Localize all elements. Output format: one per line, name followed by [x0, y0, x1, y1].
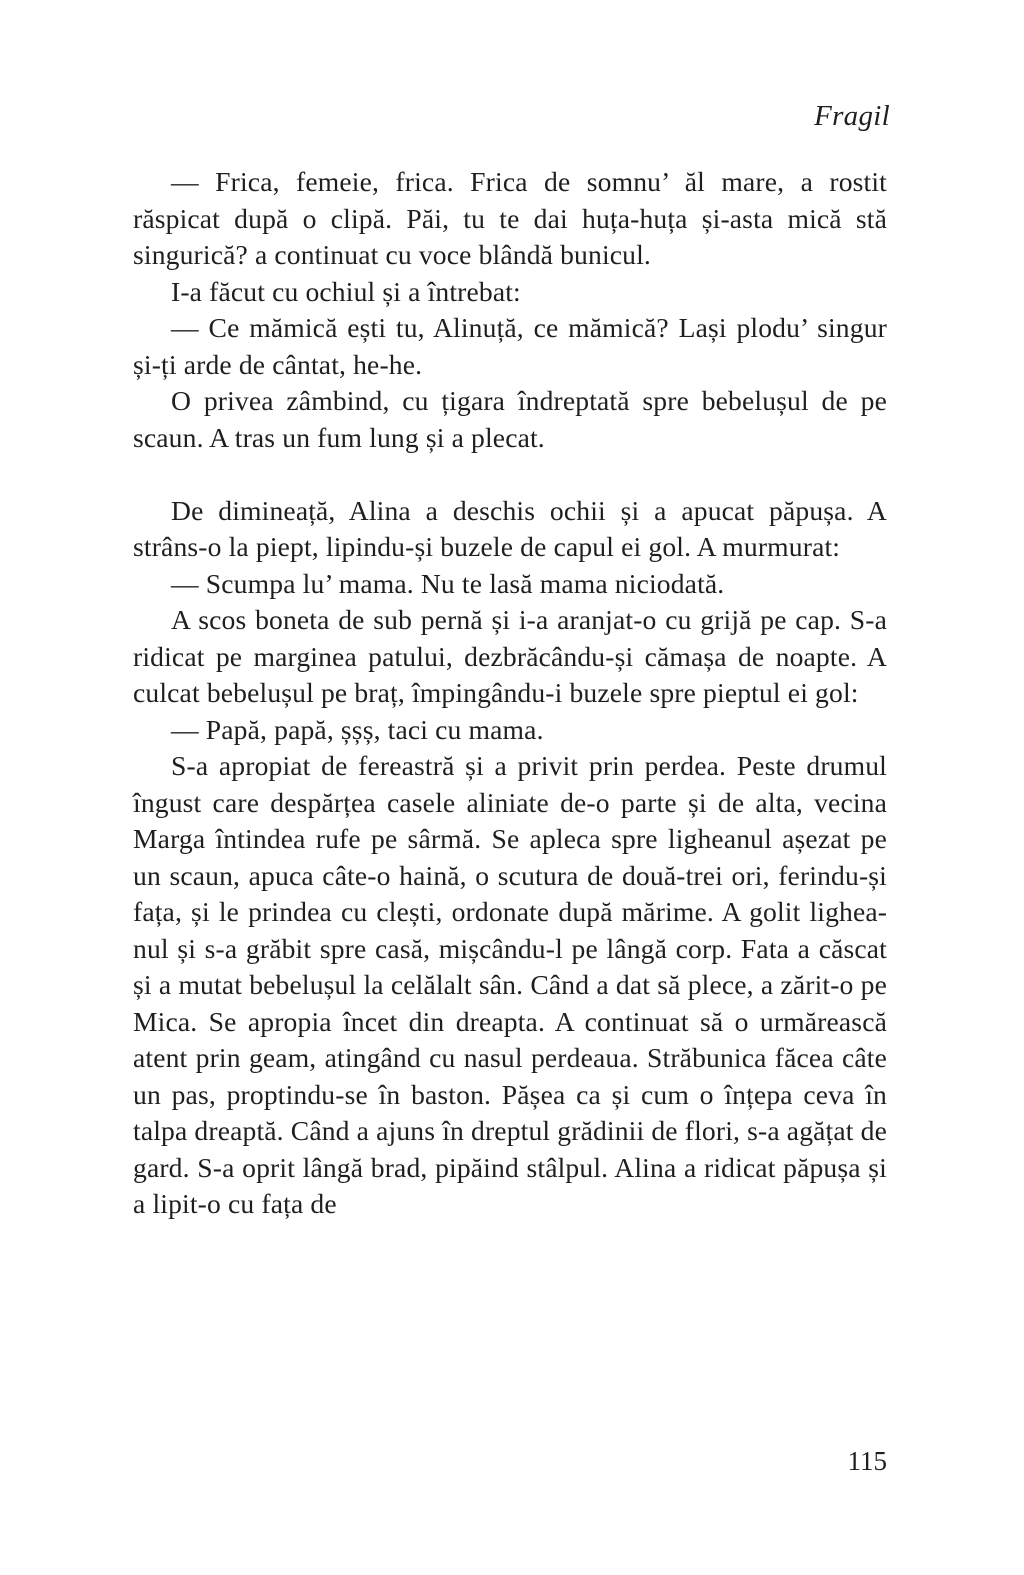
body-text — [133, 164, 887, 1223]
paragraph: S-a apropiat de fereastră și a privit prin perdea. Peste drumul îngust care despărțea casele aliniate de-o parte și de alta, vecina Marga întindea rufe pe sârmă. Se apleca spre ligheanul așezat pe un scaun, apuca câte-o haină, o scutura de două-trei ori, ferindu-și fața, și le prindea cu clești, ordonate după mărime. A golit ligheanul și s-a grăbit spre casă, mișcându-l pe lângă corp. Fata a căscat și a mutat bebelușul la celălalt sân. Când a dat să plece, a zărit-o pe Mica. Se apropia încet din dreapta. A continuat să o urmărească atent prin geam, atingând cu nasul perdeaua. Străbunica făcea câte un pas, proptindu-se în baston. Pășea ca și cum o înțepa ceva în talpa dreaptă. Când a ajuns în dreptul grădinii de flori, s-a agățat de gard. S-a oprit lângă brad, pipăind stâlpul. Alina a ridicat păpușa și a lipit-o cu fața de — [133, 750, 887, 1219]
paragraph: — Frica, femeie, frica. Frica de somnu’ ăl mare, a rostit răspicat după o clipă. Păi, tu te dai huța-huța și-asta mică stă singurică? a continuat cu voce blândă bunicul. — [133, 166, 887, 270]
paragraph: — Papă, papă, șșș, taci cu mama. — [171, 713, 544, 745]
section-break — [133, 456, 887, 493]
paragraph: — Ce mămică ești tu, Alinuță, ce mămică? Lași plodu’ singur și-ți arde de cântat, he-he. — [133, 312, 887, 380]
paragraph: I-a făcut cu ochiul și a întrebat: — [171, 275, 521, 307]
paragraph: — Scumpa lu’ mama. Nu te lasă mama niciodată. — [171, 567, 725, 599]
paragraph: A scos boneta de sub pernă și i-a aranjat-o cu grijă pe cap. S-a ridicat pe marginea patului, dezbrăcându-și cămașa de noapte. A culcat bebelușul pe braț, împingându-i buzele spre pieptul ei gol: — [133, 604, 887, 708]
paragraph: O privea zâmbind, cu țigara îndreptată spre bebelușul de pe scaun. A tras un fum lung și a plecat. — [133, 385, 887, 453]
running-head-title: Fragil — [814, 100, 890, 132]
section-morning — [133, 493, 887, 1223]
section-dialogue — [133, 164, 887, 456]
paragraph: De dimineață, Alina a deschis ochii și a apucat păpușa. A strâns-o la piept, lipindu-și buzele de capul ei gol. A murmurat: — [133, 494, 887, 562]
page-number: 115 — [847, 1446, 887, 1476]
